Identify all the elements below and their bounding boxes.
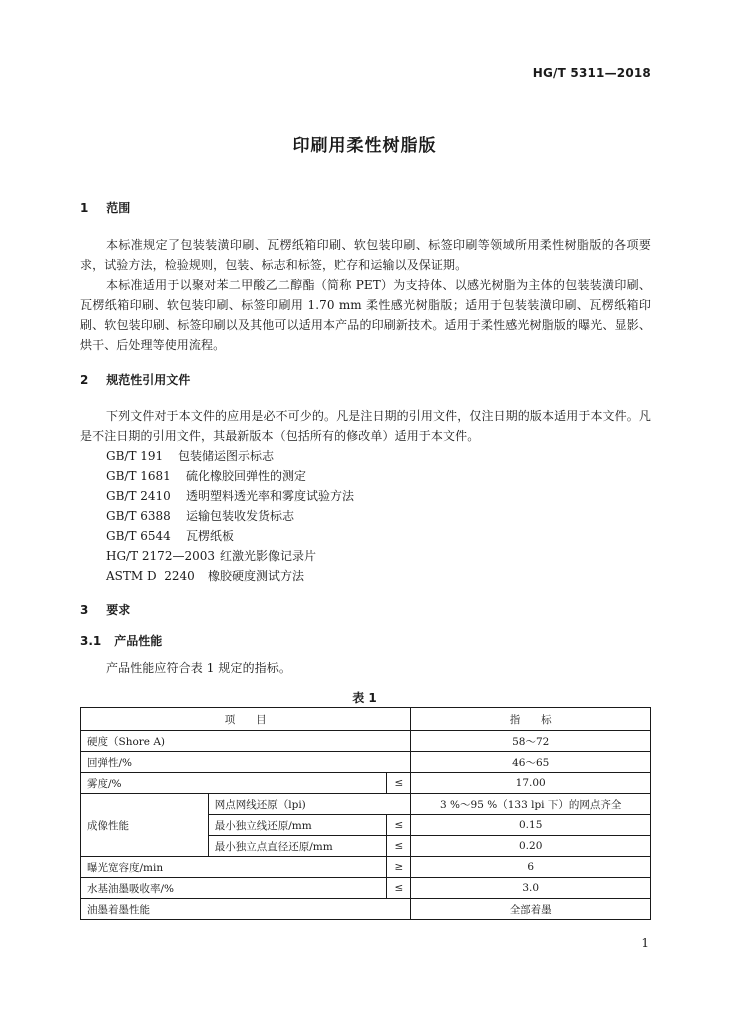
reference-item bbox=[106, 546, 316, 566]
section-2-heading bbox=[80, 371, 190, 388]
row-label: 油墨着墨性能 bbox=[81, 899, 411, 920]
section-1-paragraph-1: 本标准规定了包装装潢印刷、瓦楞纸箱印刷、软包装印刷、标签印刷等领域所用柔性树脂版的各项要求，试验方法，检验规则，包装、标志和标签，贮存和运输以及保证期。 bbox=[80, 238, 651, 272]
reference-title: 运输包装收发货标志 bbox=[186, 509, 295, 523]
header-item: 项 目 bbox=[81, 708, 411, 731]
section-number: 3 bbox=[80, 603, 89, 617]
spec-table bbox=[80, 707, 651, 920]
row-label: 最小独立线还原/mm bbox=[208, 815, 387, 836]
header-value: 指 标 bbox=[411, 708, 651, 731]
row-value: 0.20 bbox=[411, 836, 651, 857]
row-value: 6 bbox=[411, 857, 651, 878]
row-symbol: ≤ bbox=[387, 836, 411, 857]
section-number: 2 bbox=[80, 373, 89, 387]
section-number: 1 bbox=[80, 201, 89, 215]
page-number: 1 bbox=[641, 936, 649, 950]
table-caption: 表 1 bbox=[352, 691, 377, 705]
group-label: 成像性能 bbox=[81, 794, 209, 857]
row-value: 46～65 bbox=[411, 752, 651, 773]
reference-code: GB/T 1681 bbox=[106, 469, 171, 483]
section-2-intro: 下列文件对于本文件的应用是必不可少的。凡是注日期的引用文件，仅注日期的版本适用于本文件。凡是不注日期的引用文件，其最新版本（包括所有的修改单）适用于本文件。 bbox=[80, 409, 651, 443]
row-symbol: ≤ bbox=[387, 773, 411, 794]
row-value: 58～72 bbox=[411, 731, 651, 752]
section-1-paragraph-2: 本标准适用于以聚对苯二甲酸乙二醇酯（简称 PET）为支持体、以感光树脂为主体的包装装潢印刷、瓦楞纸箱印刷、软包装印刷、标签印刷用 1.70 mm 柔性感光树脂版；适用于包装装潢印刷、瓦楞纸箱印刷、软包装印刷、标签印刷以及其他可以适用本产品的印刷新技术。适用于柔性感光树脂版的曝光、显影、烘干、后处理等使用流程。 bbox=[80, 278, 651, 352]
section-title: 规范性引用文件 bbox=[106, 373, 191, 387]
row-symbol: ≤ bbox=[387, 815, 411, 836]
section-3-1-intro: 产品性能应符合表 1 规定的指标。 bbox=[106, 661, 291, 675]
table-row bbox=[81, 752, 651, 773]
row-label: 水基油墨吸收率/% bbox=[81, 878, 387, 899]
reference-code: HG/T 2172—2003 bbox=[106, 549, 215, 563]
reference-code: GB/T 191 bbox=[106, 449, 164, 463]
row-symbol: ≥ bbox=[387, 857, 411, 878]
reference-title: 瓦楞纸板 bbox=[186, 529, 235, 543]
row-symbol: ≤ bbox=[387, 878, 411, 899]
reference-code: GB/T 6544 bbox=[106, 529, 171, 543]
section-1-heading bbox=[80, 199, 130, 216]
row-label: 回弹性/% bbox=[81, 752, 411, 773]
row-label: 最小独立点直径还原/mm bbox=[208, 836, 387, 857]
reference-title: 包装储运图示标志 bbox=[178, 449, 275, 463]
section-title: 产品性能 bbox=[114, 634, 163, 648]
table-row bbox=[81, 878, 651, 899]
section-3-heading bbox=[80, 601, 130, 618]
reference-code: GB/T 6388 bbox=[106, 509, 171, 523]
row-value: 0.15 bbox=[411, 815, 651, 836]
reference-item bbox=[106, 466, 306, 486]
section-number: 3.1 bbox=[80, 634, 102, 648]
reference-title: 透明塑料透光率和雾度试验方法 bbox=[186, 489, 355, 503]
row-label: 雾度/% bbox=[81, 773, 387, 794]
table-row bbox=[81, 773, 651, 794]
table-row bbox=[81, 794, 651, 815]
row-label: 网点网线还原（lpi) bbox=[208, 794, 411, 815]
reference-code: ASTM D 2240 bbox=[106, 569, 195, 583]
table-row bbox=[81, 899, 651, 920]
row-value: 3 %～95 %（133 lpi 下）的网点齐全 bbox=[411, 794, 651, 815]
reference-title: 红激光影像记录片 bbox=[220, 549, 317, 563]
reference-title: 橡胶硬度测试方法 bbox=[208, 569, 305, 583]
row-value: 17.00 bbox=[411, 773, 651, 794]
reference-item bbox=[106, 506, 294, 526]
row-value: 全部着墨 bbox=[411, 899, 651, 920]
table-header-row bbox=[81, 708, 651, 731]
reference-item bbox=[106, 566, 304, 586]
reference-item bbox=[106, 486, 354, 506]
row-label: 硬度（Shore A) bbox=[81, 731, 411, 752]
section-title: 要求 bbox=[106, 603, 131, 617]
reference-item bbox=[106, 446, 274, 466]
reference-item bbox=[106, 526, 234, 546]
table-row bbox=[81, 731, 651, 752]
table-row bbox=[81, 857, 651, 878]
section-title: 范围 bbox=[106, 201, 131, 215]
standard-code: HG/T 5311—2018 bbox=[532, 66, 651, 80]
section-3-1-heading bbox=[80, 632, 162, 649]
document-title: 印刷用柔性树脂版 bbox=[292, 136, 437, 156]
reference-code: GB/T 2410 bbox=[106, 489, 171, 503]
row-label: 曝光宽容度/min bbox=[81, 857, 387, 878]
row-value: 3.0 bbox=[411, 878, 651, 899]
reference-title: 硫化橡胶回弹性的测定 bbox=[186, 469, 307, 483]
